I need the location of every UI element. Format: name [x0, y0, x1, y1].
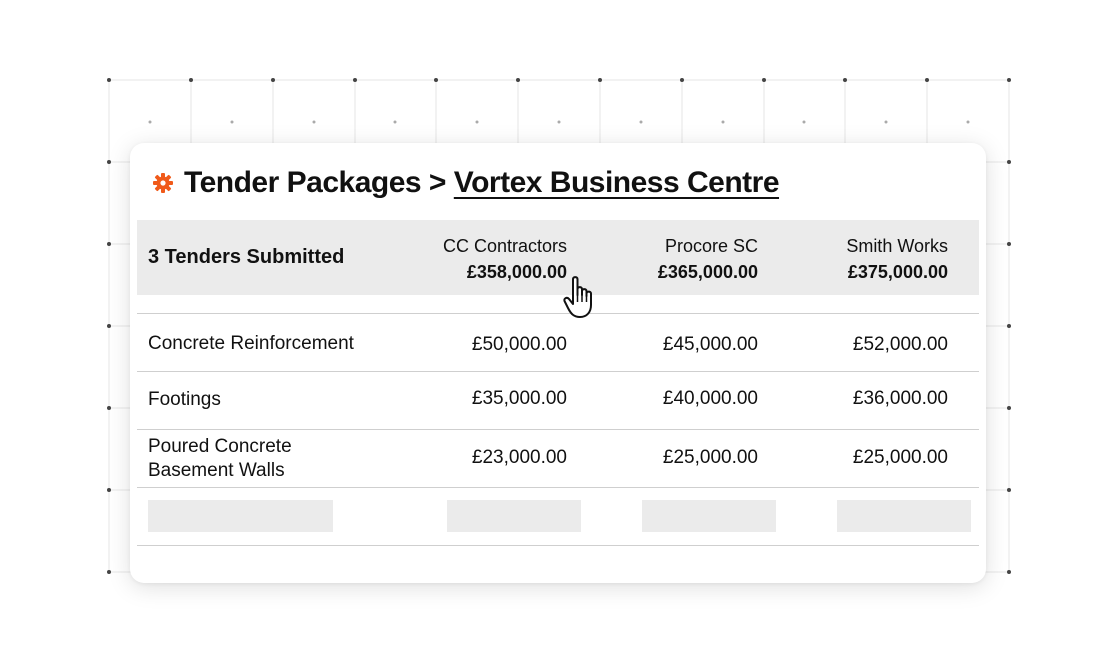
- table-row: [137, 430, 979, 487]
- summary-header: [137, 220, 979, 295]
- item-label-line: Poured Concrete: [148, 436, 292, 457]
- placeholder-skeleton: [148, 500, 333, 532]
- vendor-name: CC Contractors: [442, 236, 567, 256]
- vendor-column-cc-contractors[interactable]: [443, 233, 567, 285]
- item-label: [148, 435, 292, 483]
- item-value: £50,000.00: [471, 334, 567, 355]
- item-value: £45,000.00: [662, 334, 758, 355]
- item-value: £36,000.00: [852, 388, 948, 409]
- hand-pointer-cursor-icon: [562, 275, 602, 321]
- row-divider: [137, 545, 979, 546]
- placeholder-skeleton: [447, 500, 581, 532]
- breadcrumb-root[interactable]: Tender Packages: [184, 166, 422, 199]
- gear-icon: [152, 172, 174, 194]
- tenders-count-label: 3 Tenders Submitted: [148, 246, 345, 268]
- placeholder-skeleton: [642, 500, 776, 532]
- item-label: Footings: [148, 389, 221, 410]
- vendor-name: Smith Works: [846, 236, 948, 256]
- vendor-total: £358,000.00: [466, 262, 567, 282]
- item-value: £25,000.00: [852, 447, 948, 468]
- breadcrumb-separator: >: [428, 166, 446, 199]
- row-divider: [137, 487, 979, 488]
- item-value: £23,000.00: [471, 447, 567, 468]
- item-value: £52,000.00: [852, 334, 948, 355]
- item-value: £25,000.00: [662, 447, 758, 468]
- table-row: [137, 372, 979, 429]
- table-row: [137, 314, 979, 371]
- vendor-name: Procore SC: [664, 236, 758, 256]
- vendor-total: £375,000.00: [847, 262, 948, 282]
- placeholder-skeleton: [837, 500, 971, 532]
- vendor-column-smith-works[interactable]: [846, 233, 948, 285]
- vendor-column-procore-sc[interactable]: [658, 233, 758, 285]
- tender-card: [130, 143, 986, 583]
- item-label: Concrete Reinforcement: [148, 333, 354, 354]
- breadcrumb-current-link[interactable]: Vortex Business Centre: [453, 166, 780, 199]
- item-label-line: Basement Walls: [148, 460, 285, 481]
- item-value: £40,000.00: [662, 388, 758, 409]
- vendor-total: £365,000.00: [657, 262, 758, 282]
- breadcrumb: [152, 163, 779, 203]
- item-value: £35,000.00: [471, 388, 567, 409]
